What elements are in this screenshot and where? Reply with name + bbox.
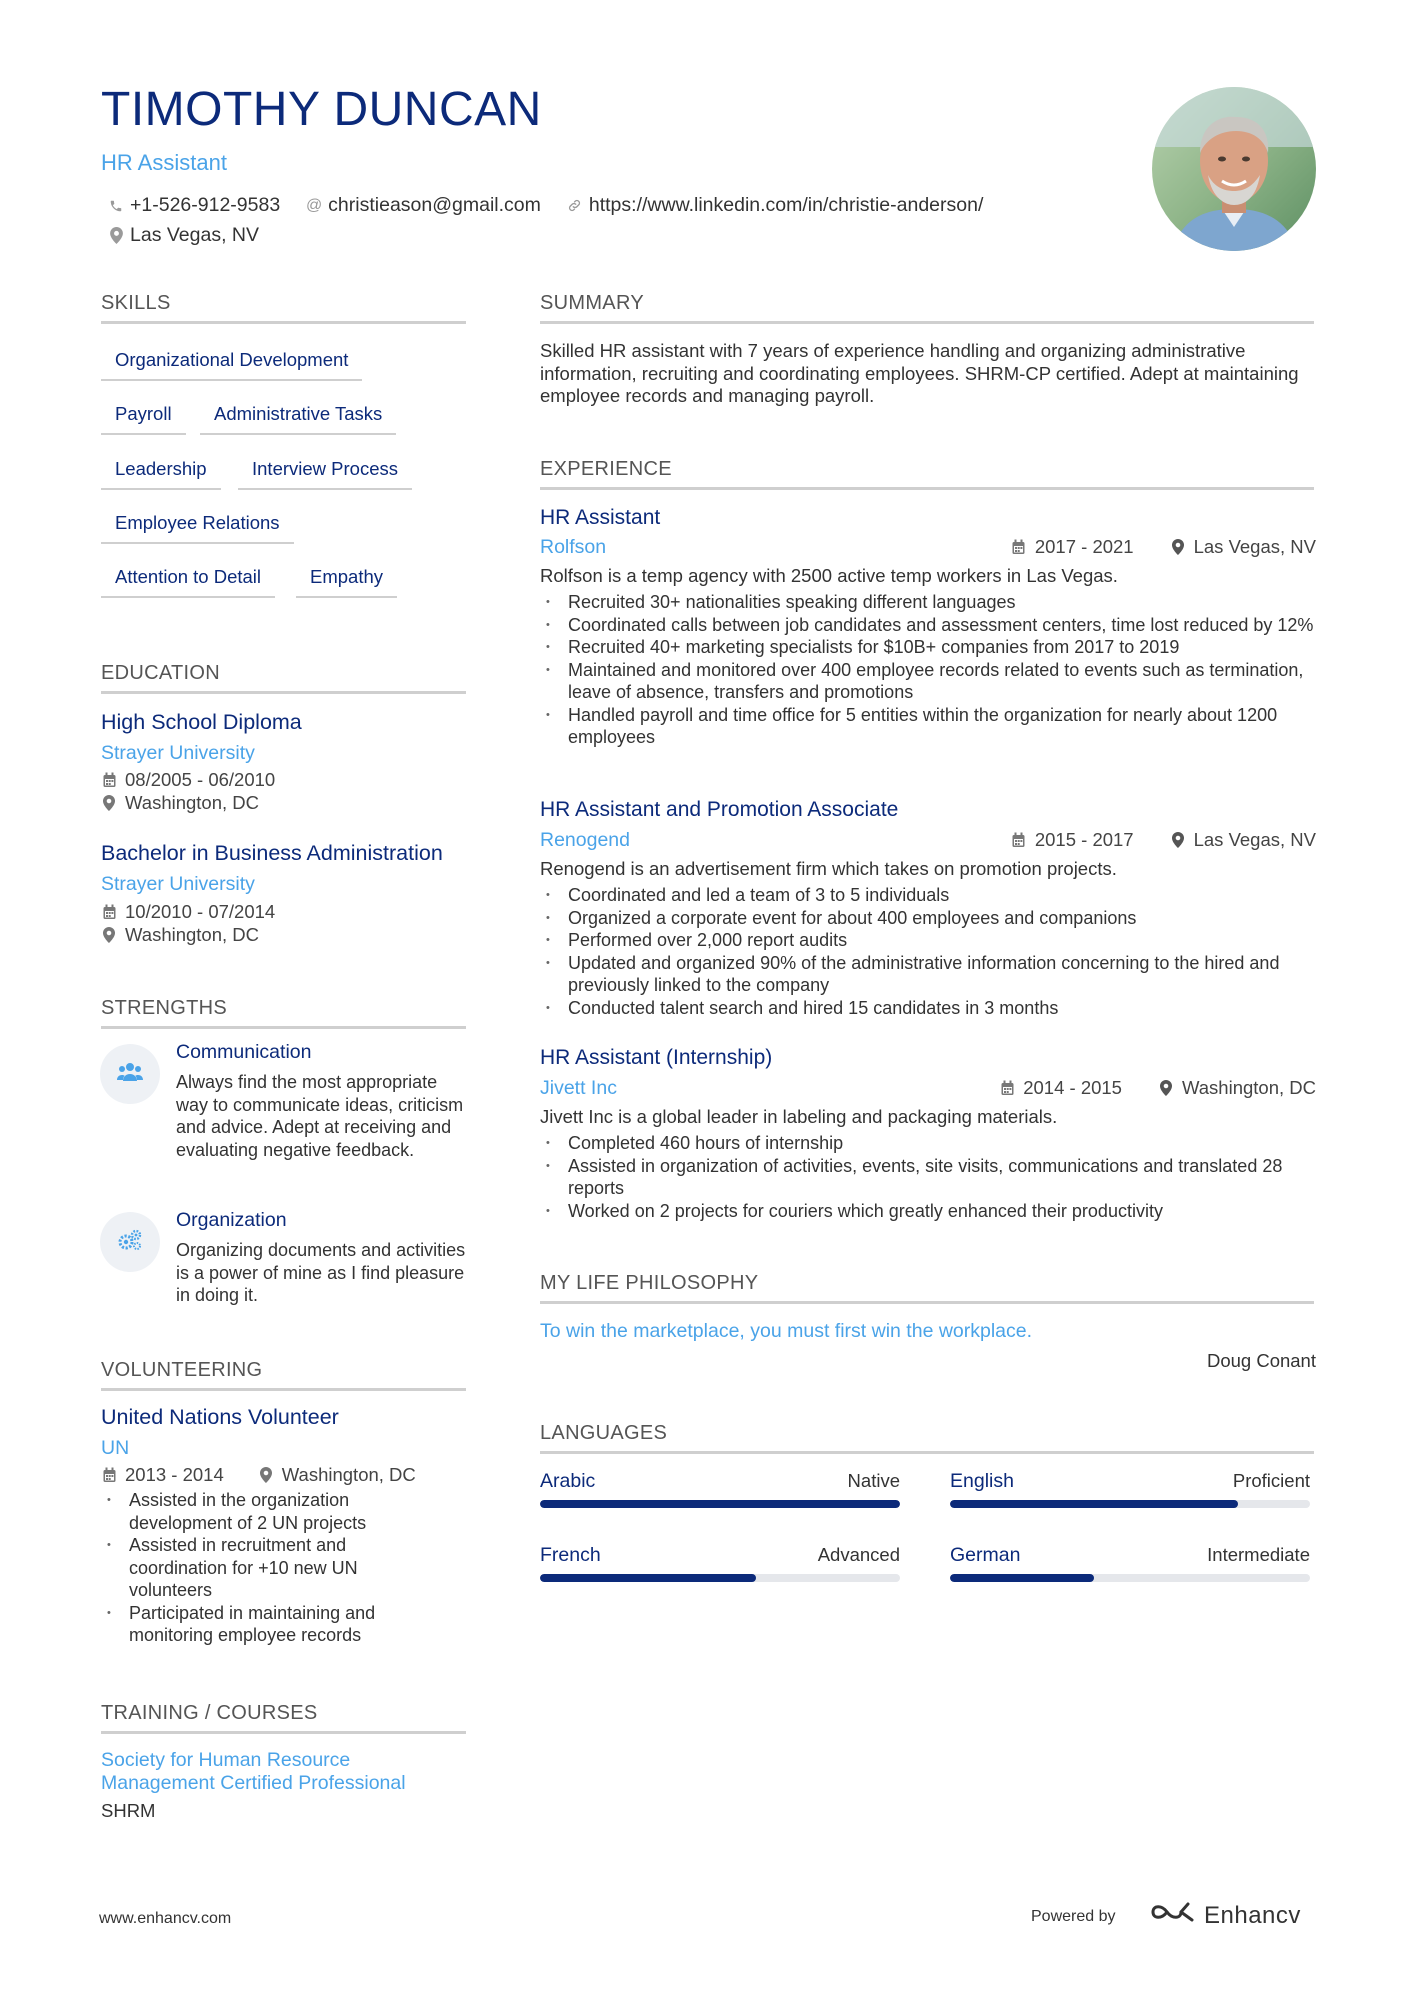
- enhancv-logo-text: Enhancv: [1204, 1901, 1301, 1929]
- calendar-icon: [1011, 832, 1027, 848]
- list-item: • Completed 460 hours of internship: [540, 1132, 1320, 1155]
- education-location: [101, 924, 259, 946]
- list-item: • Maintained and monitored over 400 employee records related to events such as termination, leave of absence, transfers and promotions: [540, 659, 1320, 704]
- calendar-icon: [101, 1467, 117, 1483]
- linkedin-item: [567, 194, 984, 217]
- list-item: • Recruited 40+ marketing specialists for $10B+ companies from 2017 to 2019: [540, 636, 1320, 659]
- skill-tag: Payroll: [101, 403, 186, 435]
- language-bar: [540, 1574, 900, 1582]
- education-location-text: Washington, DC: [125, 792, 260, 813]
- strengths-heading: STRENGTHS: [101, 997, 466, 1029]
- list-item: • Organized a corporate event for about 400 employees and companions: [540, 907, 1320, 930]
- skill-tag: Organizational Development: [101, 349, 362, 381]
- calendar-icon: [1011, 539, 1027, 555]
- education-degree: High School Diploma: [101, 710, 302, 734]
- list-item: • Recruited 30+ nationalities speaking different languages: [540, 591, 1320, 614]
- language-bar-fill: [540, 1500, 900, 1508]
- education-location: [101, 792, 259, 814]
- skill-tag: Attention to Detail: [101, 566, 275, 598]
- language-name: German: [950, 1544, 1021, 1566]
- volunteer-bullets: [101, 1489, 411, 1647]
- job-meta: [1011, 536, 1316, 558]
- job-company: Jivett Inc: [540, 1077, 617, 1099]
- job-bullets: [540, 591, 1320, 749]
- map-pin-icon: [258, 1467, 274, 1483]
- strength-title: Organization: [176, 1209, 287, 1231]
- job-description: Rolfson is a temp agency with 2500 active temp workers in Las Vegas.: [540, 565, 1118, 586]
- job-company: Rolfson: [540, 536, 607, 558]
- candidate-name: TIMOTHY DUNCAN: [101, 83, 542, 136]
- volunteer-location: Washington, DC: [281, 1464, 416, 1485]
- volunteer-title: United Nations Volunteer: [101, 1405, 339, 1429]
- footer-website[interactable]: www.enhancv.com: [99, 1910, 232, 1927]
- job-bullets: [540, 884, 1320, 1019]
- volunteering-heading: VOLUNTEERING: [101, 1359, 466, 1391]
- job-company: Renogend: [540, 829, 630, 851]
- job-bullets: [540, 1132, 1320, 1222]
- education-dates: [101, 901, 275, 923]
- gears-icon: [117, 1229, 143, 1256]
- education-school: Strayer University: [101, 873, 255, 895]
- job-location: Washington, DC: [1181, 1077, 1316, 1098]
- map-pin-icon: [1170, 539, 1186, 555]
- volunteer-meta: [101, 1464, 416, 1486]
- list-item: • Handled payroll and time office for 5 entities within the organization for nearly about 1200 employees: [540, 704, 1320, 749]
- phone-text: +1-526-912-9583: [130, 194, 281, 216]
- link-icon: [567, 198, 583, 213]
- list-item: • Coordinated and led a team of 3 to 5 individuals: [540, 884, 1320, 907]
- language-name: French: [540, 1544, 601, 1566]
- linkedin-link[interactable]: https://www.linkedin.com/in/christie-anderson/: [588, 194, 984, 216]
- skill-tag: Interview Process: [238, 458, 412, 490]
- list-item: • Assisted in recruitment and coordination for +10 new UN volunteers: [101, 1534, 411, 1602]
- language-bar: [540, 1500, 900, 1508]
- job-description: Renogend is an advertisement firm which takes on promotion projects.: [540, 858, 1117, 879]
- users-icon: [117, 1062, 143, 1087]
- education-heading: EDUCATION: [101, 662, 466, 694]
- training-org: SHRM: [101, 1800, 156, 1821]
- education-degree: Bachelor in Business Administration: [101, 841, 443, 865]
- job-location: Las Vegas, NV: [1193, 829, 1316, 850]
- location-item: [108, 224, 259, 247]
- list-item: • Assisted in the organization development of 2 UN projects: [101, 1489, 411, 1534]
- map-pin-icon: [108, 227, 124, 244]
- job-dates: 2014 - 2015: [1023, 1077, 1122, 1098]
- job-meta: [1011, 829, 1316, 851]
- strength-icon-badge: [100, 1044, 160, 1104]
- location-text: Las Vegas, NV: [130, 224, 259, 246]
- education-location-text: Washington, DC: [125, 924, 260, 945]
- skill-tag: Administrative Tasks: [200, 403, 396, 435]
- calendar-icon: [101, 904, 117, 920]
- contact-row: [108, 194, 983, 217]
- language-level: Native: [847, 1470, 900, 1491]
- language-level: Proficient: [1232, 1470, 1310, 1491]
- philosophy-heading: MY LIFE PHILOSOPHY: [540, 1272, 1314, 1304]
- enhancv-logo-icon: [1150, 1900, 1196, 1931]
- job-meta: [999, 1077, 1316, 1099]
- language-name: Arabic: [540, 1470, 596, 1492]
- email-item: [306, 194, 541, 217]
- language-bar-fill: [540, 1574, 756, 1582]
- footer-powered-by: Powered by: [1031, 1908, 1116, 1925]
- strength-description: Always find the most appropriate way to communicate ideas, criticism and advice. Adept at receiving and evaluating negative feedback.: [176, 1072, 464, 1160]
- calendar-icon: [999, 1080, 1015, 1096]
- volunteer-org: UN: [101, 1437, 130, 1459]
- at-icon: @: [306, 196, 323, 214]
- map-pin-icon: [101, 795, 117, 811]
- language-bar: [950, 1574, 1310, 1582]
- skill-tag: Empathy: [296, 566, 397, 598]
- map-pin-icon: [1170, 832, 1186, 848]
- strength-description: Organizing documents and activities is a power of mine as I find pleasure in doing it.: [176, 1240, 466, 1305]
- job-title: HR Assistant and Promotion Associate: [540, 798, 899, 821]
- phone-icon: [108, 199, 124, 213]
- list-item: • Performed over 2,000 report audits: [540, 929, 1320, 952]
- skill-tag: Leadership: [101, 458, 221, 490]
- profile-photo: [1152, 87, 1316, 251]
- job-dates: 2015 - 2017: [1034, 829, 1134, 850]
- languages-heading: LANGUAGES: [540, 1422, 1314, 1454]
- language-name: English: [950, 1470, 1014, 1492]
- enhancv-logo[interactable]: [1150, 1900, 1301, 1931]
- training-title: Society for Human Resource Management Certified Professional: [101, 1749, 406, 1794]
- list-item: • Assisted in organization of activities, events, site visits, communications and translated 28 reports: [540, 1155, 1320, 1200]
- list-item: • Coordinated calls between job candidates and assessment centers, time lost reduced by 12%: [540, 614, 1320, 637]
- language-level: Intermediate: [1207, 1544, 1310, 1565]
- list-item: • Conducted talent search and hired 15 candidates in 3 months: [540, 997, 1320, 1020]
- strength-title: Communication: [176, 1041, 312, 1063]
- job-location: Las Vegas, NV: [1193, 536, 1316, 557]
- map-pin-icon: [1158, 1080, 1174, 1096]
- language-bar: [950, 1500, 1310, 1508]
- quote-author: Doug Conant: [1206, 1350, 1316, 1371]
- skill-tag: Employee Relations: [101, 512, 294, 544]
- education-dates-text: 08/2005 - 06/2010: [125, 769, 276, 790]
- volunteer-dates: 2013 - 2014: [125, 1464, 224, 1485]
- list-item: • Worked on 2 projects for couriers which greatly enhanced their productivity: [540, 1200, 1320, 1223]
- list-item: • Updated and organized 90% of the administrative information concerning to the hired and previously linked to the company: [540, 952, 1320, 997]
- summary-heading: SUMMARY: [540, 292, 1314, 324]
- education-school: Strayer University: [101, 742, 255, 764]
- education-dates: [101, 769, 275, 791]
- experience-heading: EXPERIENCE: [540, 458, 1314, 490]
- candidate-role: HR Assistant: [101, 150, 227, 175]
- list-item: • Participated in maintaining and monitoring employee records: [101, 1602, 411, 1647]
- philosophy-quote: To win the marketplace, you must first win the workplace.: [540, 1320, 1033, 1342]
- skills-heading: SKILLS: [101, 292, 466, 324]
- email-text[interactable]: christieason@gmail.com: [328, 194, 541, 216]
- job-dates: 2017 - 2021: [1034, 536, 1134, 557]
- training-heading: TRAINING / COURSES: [101, 1702, 466, 1734]
- job-title: HR Assistant (Internship): [540, 1046, 773, 1069]
- education-dates-text: 10/2010 - 07/2014: [125, 901, 276, 922]
- strength-icon-badge: [100, 1212, 160, 1272]
- job-title: HR Assistant: [540, 506, 661, 529]
- job-description: Jivett Inc is a global leader in labeling and packaging materials.: [540, 1106, 1058, 1127]
- summary-text: Skilled HR assistant with 7 years of experience handling and organizing administrative information, recruiting and coordinating employees. SHRM-CP certified. Adept at maintaining employee records and managing payroll.: [540, 340, 1299, 406]
- map-pin-icon: [101, 927, 117, 943]
- language-level: Advanced: [817, 1544, 900, 1565]
- phone-item: [108, 194, 280, 217]
- language-bar-fill: [950, 1574, 1094, 1582]
- language-bar-fill: [950, 1500, 1238, 1508]
- calendar-icon: [101, 772, 117, 788]
